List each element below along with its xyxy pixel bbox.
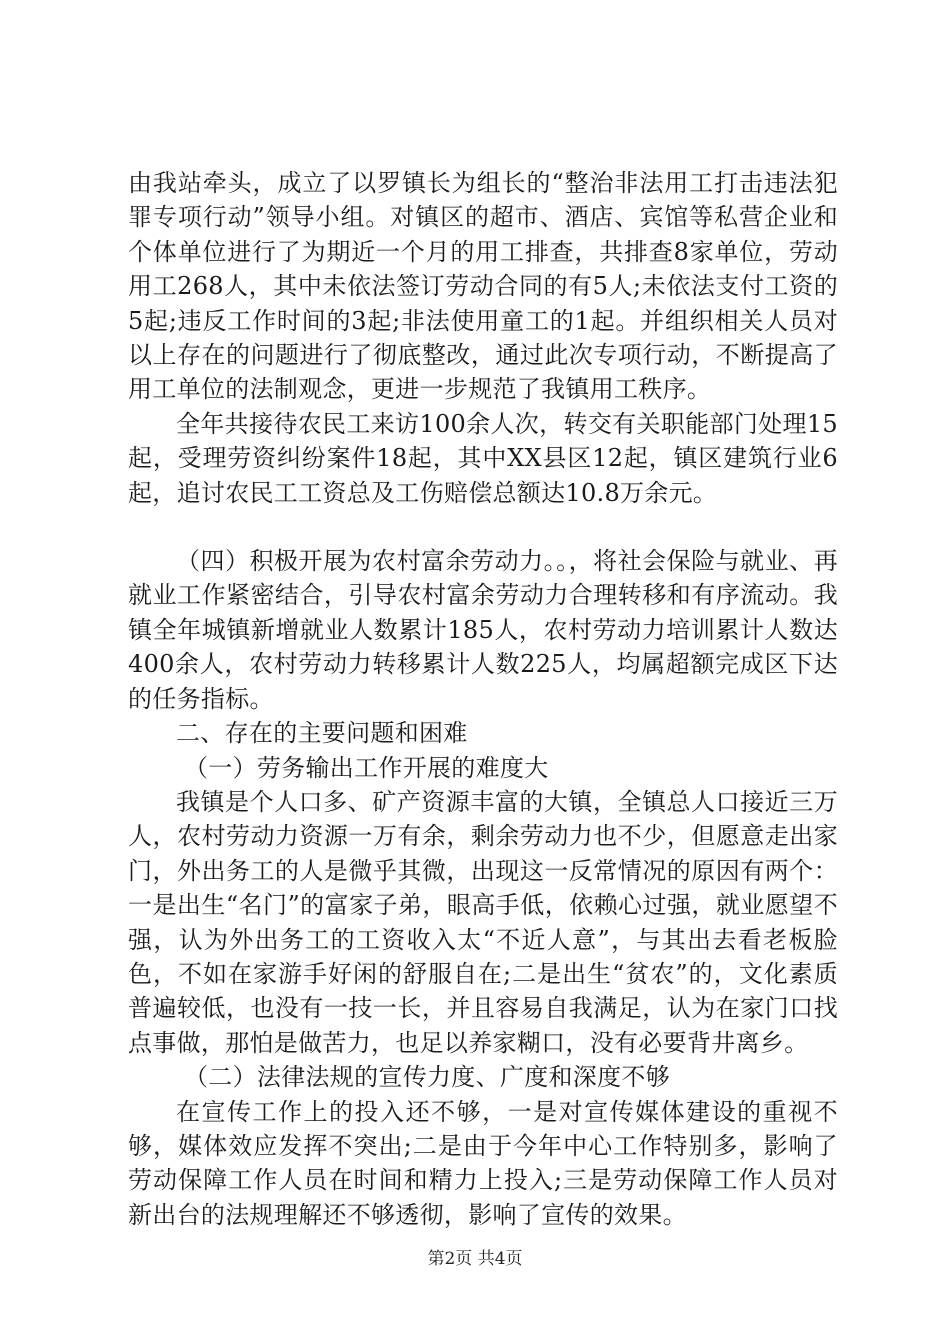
subheading-law-publicity: （二）法律法规的宣传力度、广度和深度不够 (184, 1063, 670, 1092)
document-body (128, 166, 838, 1232)
paragraph-gap (128, 510, 838, 544)
paragraph-rural-labor: （四）积极开展为农村富余劳动力。。，将社会保险与就业、再就业工作紧密结合，引导农村富余劳动力合理转移和有序流动。我镇全年城镇新增就业人数累计185人，农村劳动力培训累计人数达400余人，农村劳动力转移累计人数225人，均属超额完成区下达的任务指标。 (128, 547, 838, 713)
paragraph-migrant-workers: 全年共接待农民工来访100余人次，转交有关职能部门处理15起，受理劳资纠纷案件18起，其中XX县区12起，镇区建筑行业6起，追讨农民工工资总及工伤赔偿总额达10.8万余元。 (128, 409, 838, 507)
subheading-labor-export: （一）劳务输出工作开展的难度大 (184, 753, 549, 782)
paragraph-law-publicity: 在宣传工作上的投入还不够，一是对宣传媒体建设的重视不够，媒体效应发挥不突出;二是由于今年中心工作特别多，影响了劳动保障工作人员在时间和精力上投入;三是劳动保障工作人员对新出台的法规理解还不够透彻，影响了宣传的效果。 (128, 1097, 838, 1229)
page-number-footer: 第2页 共4页 (427, 1249, 523, 1269)
paragraph-labor-export: 我镇是个人口多、矿产资源丰富的大镇，全镇总人口接近三万人，农村劳动力资源一万有余，剩余劳动力也不少，但愿意走出家门，外出务工的人是微乎其微，出现这一反常情况的原因有两个：一是出生“名门”的富家子弟，眼高手低，依赖心过强，就业愿望不强，认为外出务工的工资收入太“不近人意”，与其出去看老板脸色，不如在家游手好闲的舒服自在;二是出生“贫农”的，文化素质普遍较低，也没有一技一长，并且容易自我满足，认为在家门口找点事做，那怕是做苦力，也足以养家糊口，没有必要背井离乡。 (128, 787, 838, 1057)
paragraph-labor-inspection: 由我站牵头，成立了以罗镇长为组长的“整治非法用工打击违法犯罪专项行动”领导小组。对镇区的超市、酒店、宾馆等私营企业和个体单位进行了为期近一个月的用工排查，共排查8家单位，劳动用工268人，其中未依法签订劳动合同的有5人;未依法支付工资的5起;违反工作时间的3起;非法使用童工的1起。并组织相关人员对以上存在的问题进行了彻底整改，通过此次专项行动，不断提高了用工单位的法制观念，更进一步规范了我镇用工秩序。 (128, 169, 838, 404)
section-heading-problems: 二、存在的主要问题和困难 (176, 719, 468, 748)
